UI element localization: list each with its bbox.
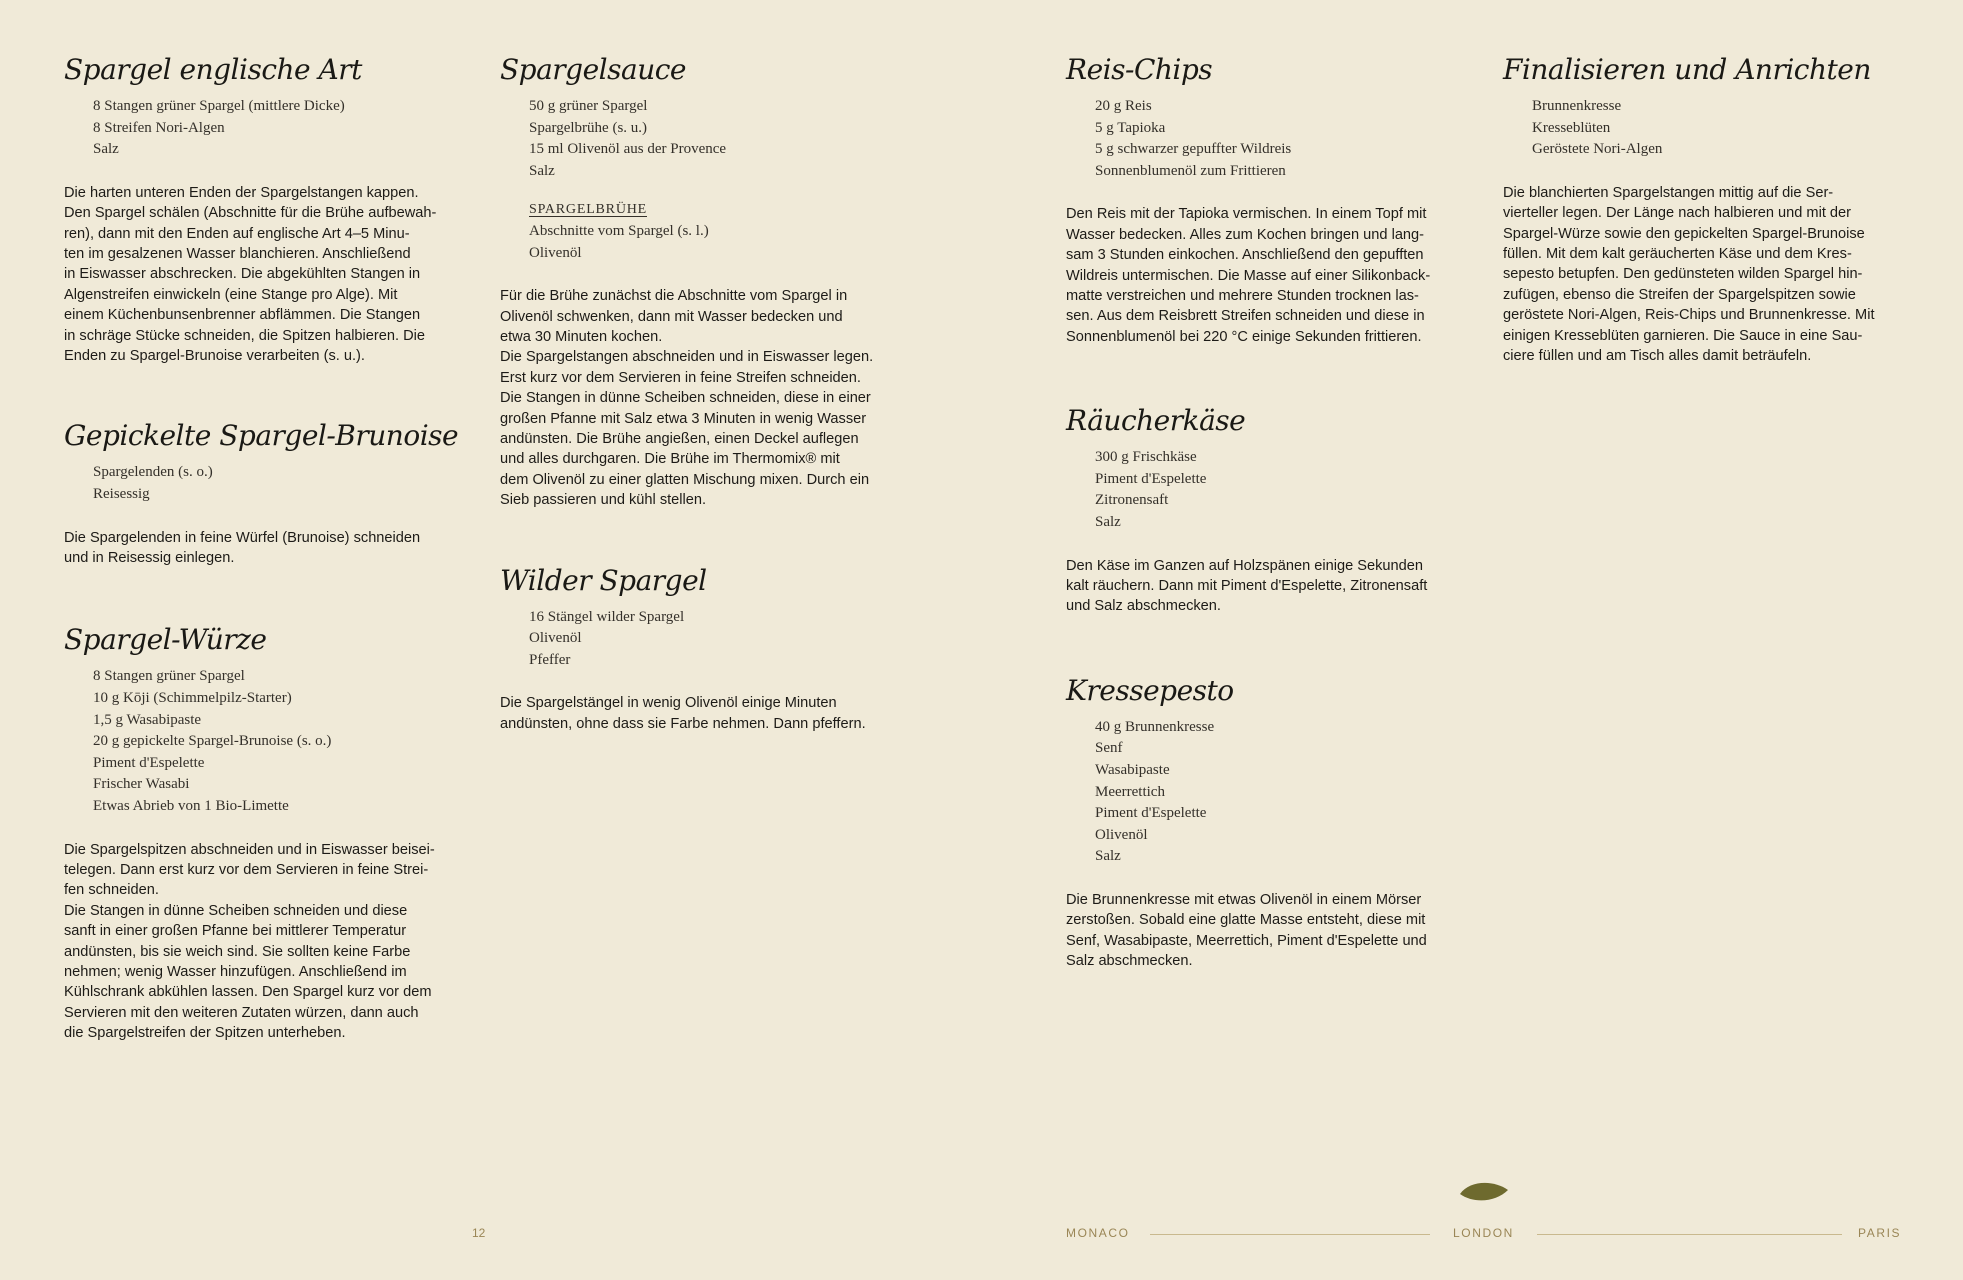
left-column-2 xyxy=(500,52,900,734)
footer-city-monaco[interactable]: MONACO xyxy=(1066,1226,1130,1240)
right-column-2 xyxy=(1503,52,1903,366)
ingredient: Kresseblüten xyxy=(1532,119,1611,136)
recipe-spargel-wuerze xyxy=(64,622,464,1043)
ingredient-list xyxy=(1095,96,1466,182)
recipe-title: Spargel-Würze xyxy=(64,623,267,657)
ingredient-list xyxy=(529,96,900,182)
ingredient: Olivenöl xyxy=(529,630,582,647)
ingredient: 8 Stangen grüner Spargel (mittlere Dicke) xyxy=(93,98,345,114)
recipe-instructions: Die Spargelspitzen abschneiden und in Eiswasser beisei- telegen. Dann erst kurz vor dem Servieren in feine Strei- fen schneiden. Die Stangen in dünne Scheiben schneiden und diese sanft in einer großen Pfanne bei mittlerer Temperatur andünsten, bis sie weich sind. Sie sollten keine Farbe nehmen; wenig Wasser hinzufügen. Anschließend im Kühlschrank abkühlen lassen. Den Spargel kurz vor dem Servieren mit den weiteren Zutaten würzen, dann auch die Spargelstreifen der Spitzen unterheben. xyxy=(64,841,435,1042)
recipe-finalisieren-und-anrichten xyxy=(1503,52,1903,366)
ingredient-list xyxy=(529,607,900,672)
ingredient: Piment d'Espelette xyxy=(93,754,205,771)
ingredient: Frischer Wasabi xyxy=(93,776,190,793)
recipe-reis-chips xyxy=(1066,52,1466,347)
ingredient: 5 g schwarzer gepuffter Wildreis xyxy=(1095,141,1292,158)
recipe-title: Spargelsauce xyxy=(500,53,686,86)
recipe-instructions: Die Spargelenden in feine Würfel (Brunoise) schneiden und in Reisessig einlegen. xyxy=(64,529,421,567)
recipe-title: Spargel englische Art xyxy=(64,53,362,86)
ingredient: 8 Stangen grüner Spargel xyxy=(93,668,245,685)
sub-recipe-label: SPARGELBRÜHE xyxy=(529,202,647,218)
recipe-instructions: Den Reis mit der Tapioka vermischen. In einem Topf mit Wasser bedecken. Alles zum Kochen bringen und lang- sam 3 Stunden einkochen. Anschließend den gepufften Wildreis untermischen. Die Masse auf einer Silikonback- matte verstreichen und mehrere Stunden trocknen las- sen. Aus dem Reisbrett Streifen schneiden und diese in Sonnenblumenöl bei 220 °C einige Sekunden frittieren. xyxy=(1066,206,1431,345)
ingredient: Piment d'Espelette xyxy=(1095,470,1207,487)
ingredient: 40 g Brunnenkresse xyxy=(1095,718,1215,735)
ingredient: Olivenöl xyxy=(1095,826,1148,843)
ingredient: 300 g Frischkäse xyxy=(1095,449,1197,466)
recipe-title: Wilder Spargel xyxy=(500,563,707,597)
sub-ingredient-list xyxy=(529,221,900,264)
ingredient: Piment d'Espelette xyxy=(1095,805,1207,822)
ingredient: Abschnitte vom Spargel (s. l.) xyxy=(529,222,709,239)
footer-city-london[interactable]: LONDON xyxy=(1453,1226,1514,1240)
recipe-instructions: Die Brunnenkresse mit etwas Olivenöl in einem Mörser zerstoßen. Sobald eine glatte Masse entsteht, diese mit Senf, Wasabipaste, Meerrettich, Piment d'Espelette und Salz abschmecken. xyxy=(1066,891,1427,970)
ingredient: Pfeffer xyxy=(529,651,571,668)
ingredient: Spargelenden (s. o.) xyxy=(93,464,213,481)
ingredient: Etwas Abrieb von 1 Bio-Limette xyxy=(93,798,289,814)
footer-divider xyxy=(1537,1234,1842,1235)
recipe-raeucherkaese xyxy=(1066,403,1466,617)
ingredient: Geröstete Nori-Algen xyxy=(1532,141,1663,158)
recipe-instructions: Für die Brühe zunächst die Abschnitte vom Spargel in Olivenöl schwenken, dann mit Wasser bedecken und etwa 30 Minuten kochen. Die Spargelstangen abschneiden und in Eiswasser legen. Erst kurz vor dem Servieren in feine Streifen schneiden. Die Stangen in dünne Scheiben schneiden, diese in einer großen Pfanne mit Salz etwa 3 Minuten in wenig Wasser andünsten. Die Brühe angießen, einen Deckel auflegen und alles durchgaren. Die Brühe im Thermomix® mit dem Olivenöl zu einer glatten Mischung mixen. Durch ein Sieb passieren und kühl stellen. xyxy=(500,288,874,509)
recipe-instructions: Den Käse im Ganzen auf Holzspänen einige Sekunden kalt räuchern. Dann mit Piment d'Espelette, Zitronensaft und Salz abschmecken. xyxy=(1066,557,1428,615)
ingredient-list xyxy=(93,666,464,817)
recipe-title: Finalisieren und Anrichten xyxy=(1503,53,1871,86)
ingredient: 20 g Reis xyxy=(1095,98,1152,114)
ingredient: Zitronensaft xyxy=(1095,492,1169,509)
ingredient: Olivenöl xyxy=(529,244,582,261)
ingredient: Spargelbrühe (s. u.) xyxy=(529,119,648,136)
ingredient: 5 g Tapioka xyxy=(1095,119,1166,136)
left-column-1 xyxy=(64,52,464,1044)
ingredient: 15 ml Olivenöl aus der Provence xyxy=(529,141,727,158)
ingredient-list xyxy=(1095,717,1466,868)
leaf-icon xyxy=(1458,1178,1510,1208)
ingredient-list xyxy=(93,96,464,161)
ingredient: 1,5 g Wasabipaste xyxy=(93,711,202,728)
ingredient: Wasabipaste xyxy=(1095,762,1170,778)
page-number: 12 xyxy=(472,1226,486,1240)
ingredient: Meerrettich xyxy=(1095,783,1165,800)
ingredient: 8 Streifen Nori-Algen xyxy=(93,119,225,136)
ingredient: 10 g Kōji (Schimmelpilz-Starter) xyxy=(93,690,292,707)
footer-city-paris[interactable]: PARIS xyxy=(1858,1226,1902,1240)
ingredient-list xyxy=(1532,96,1903,161)
recipe-instructions: Die blanchierten Spargelstangen mittig auf die Ser- vierteller legen. Der Länge nach halbieren und mit der Spargel-Würze sowie den gepickelten Spargel-Brunoise füllen. Mit dem kalt geräucherten Käse und dem Kres- sepesto betupfen. Den gedünsteten wilden Spargel hin- zufügen, ebenso die Streifen der Spargelspitzen sowie geröstete Nori-Algen, Reis-Chips und Brunnenkresse. Mit einigen Kresseblüten garnieren. Die Sauce in eine Sau- ciere füllen und am Tisch alles damit beträufeln. xyxy=(1503,184,1875,365)
ingredient: Salz xyxy=(93,141,119,158)
recipe-spargel-englische-art xyxy=(64,52,464,366)
recipe-title: Reis-Chips xyxy=(1066,53,1213,86)
recipe-wilder-spargel xyxy=(500,563,900,735)
ingredient-list xyxy=(1095,447,1466,533)
recipe-spargelsauce xyxy=(500,52,900,511)
recipe-instructions: Die harten unteren Enden der Spargelstangen kappen. Den Spargel schälen (Abschnitte für die Brühe aufbewah- ren), dann mit den Enden auf englische Art 4–5 Minu- ten im gesalzenen Wasser blanchieren. Anschließend in Eiswasser abschrecken. Die abgekühlten Stangen in Algenstreifen einwickeln (eine Stange pro Alge). Mit einem Küchenbunsenbrenner abflämmen. Die Stangen in schräge Stücke schneiden, die Spitzen halbieren. Die Enden zu Spargel-Brunoise verarbeiten (s. u.). xyxy=(64,184,437,365)
right-column-1 xyxy=(1066,52,1466,972)
recipe-title: Räucherkäse xyxy=(1066,404,1246,438)
ingredient: Salz xyxy=(1095,848,1121,865)
ingredient: Sonnenblumenöl zum Frittieren xyxy=(1095,162,1286,179)
recipe-gepickelte-spargel-brunoise xyxy=(64,418,464,568)
recipe-instructions: Die Spargelstängel in wenig Olivenöl einige Minuten andünsten, ohne dass sie Farbe nehmen. Dann pfeffern. xyxy=(500,695,866,732)
ingredient: Salz xyxy=(529,162,555,179)
ingredient: 20 g gepickelte Spargel-Brunoise (s. o.) xyxy=(93,733,332,750)
recipe-title: Kressepesto xyxy=(1066,673,1234,707)
recipe-kressepesto xyxy=(1066,673,1466,972)
footer-divider xyxy=(1150,1234,1430,1235)
ingredient: 50 g grüner Spargel xyxy=(529,98,648,114)
ingredient-list xyxy=(93,462,464,505)
ingredient: 16 Stängel wilder Spargel xyxy=(529,608,685,625)
ingredient: Brunnenkresse xyxy=(1532,98,1622,114)
ingredient: Senf xyxy=(1095,740,1123,757)
ingredient: Salz xyxy=(1095,514,1121,530)
ingredient: Reisessig xyxy=(93,486,150,503)
recipe-title: Gepickelte Spargel-Brunoise xyxy=(64,419,459,453)
